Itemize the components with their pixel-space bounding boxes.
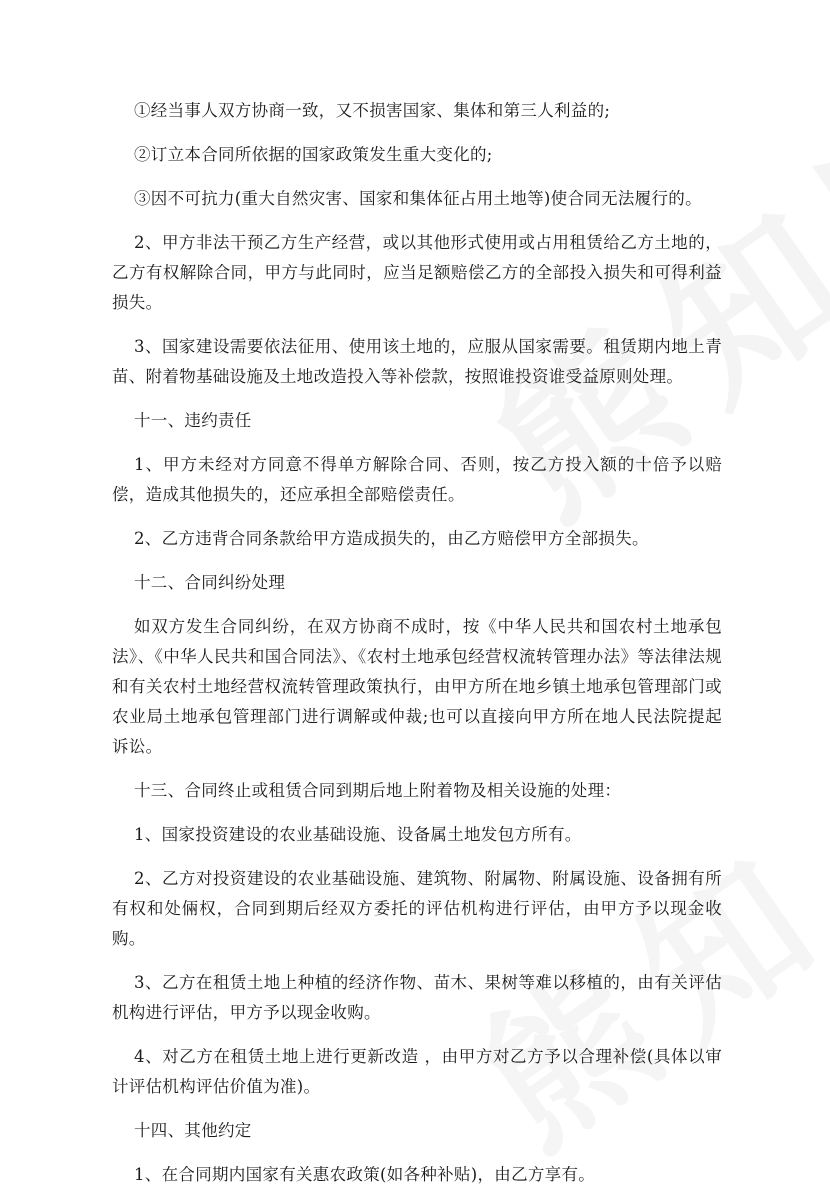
clause-paragraph: 2、甲方非法干预乙方生产经营，或以其他形式使用或占用租赁给乙方土地的，乙方有权解除合同，甲方与此同时，应当足额赔偿乙方的全部投入损失和可得利益损失。 [112, 233, 722, 312]
section-heading-13: 十三、合同终止或租赁合同到期后地上附着物及相关设施的处理： [134, 781, 622, 800]
clause-paragraph: 2、乙方对投资建设的农业基础设施、建筑物、附属物、附属设施、设备拥有所有权和处倆权，合同到期后经双方委托的评估机构进行评估，由甲方予以现金收购。 [112, 869, 722, 948]
clause-paragraph: 3、国家建设需要依法征用、使用该土地的，应服从国家需要。租赁期内地上青苗、附着物基础设施及土地改造投入等补偿款，按照谁投资谁受益原则处理。 [112, 337, 722, 386]
clause-item-1: ①经当事人双方协商一致，又不损害国家、集体和第三人利益的; [134, 101, 611, 120]
clause-paragraph: 2、乙方违背合同条款给甲方造成损失的，由乙方赔偿甲方全部损失。 [134, 529, 649, 548]
section-heading-11: 十一、违约责任 [134, 411, 252, 430]
clause-paragraph: 4、对乙方在租赁土地上进行更新改造 ，由甲方对乙方予以合理补偿(具体以审计评估机构评估价值为准)。 [112, 1047, 722, 1096]
clause-paragraph: 1、甲方未经对方同意不得单方解除合同、否则，按乙方投入额的十倍予以赔偿，造成其他损失的，还应承担全部赔偿责任。 [112, 455, 722, 504]
clause-item-2: ②订立本合同所依据的国家政策发生重大变化的; [134, 145, 493, 164]
section-heading-12: 十二、合同纠纷处理 [134, 573, 286, 592]
section-heading-14: 十四、其他约定 [134, 1121, 252, 1140]
clause-paragraph: 1、国家投资建设的农业基础设施、设备属土地发包方所有。 [134, 825, 582, 844]
clause-item-3: ③因不可抗力(重大自然灾害、国家和集体征占用土地等)使合同无法履行的。 [134, 189, 702, 208]
clause-paragraph: 1、在合同期内国家有关惠农政策(如各种补贴)，由乙方享有。 [134, 1165, 596, 1184]
clause-paragraph: 如双方发生合同纠纷，在双方协商不成时，按《中华人民共和国农村土地承包法》、《中华人民共和国合同法》、《农村土地承包经营权流转管理办法》等法律法规和有关农村土地经营权流转管理政策执行，由甲方所在地乡镇土地承包管理部门或农业局土地承包管理部门进行调解或仲裁;也可以直接向甲方所在地人民法院提起诉讼。 [112, 617, 722, 756]
clause-paragraph: 3、乙方在租赁土地上种植的经济作物、苗木、果树等难以移植的，由有关评估机构进行评估，甲方予以现金收购。 [112, 973, 722, 1022]
document-body [112, 96, 722, 1204]
